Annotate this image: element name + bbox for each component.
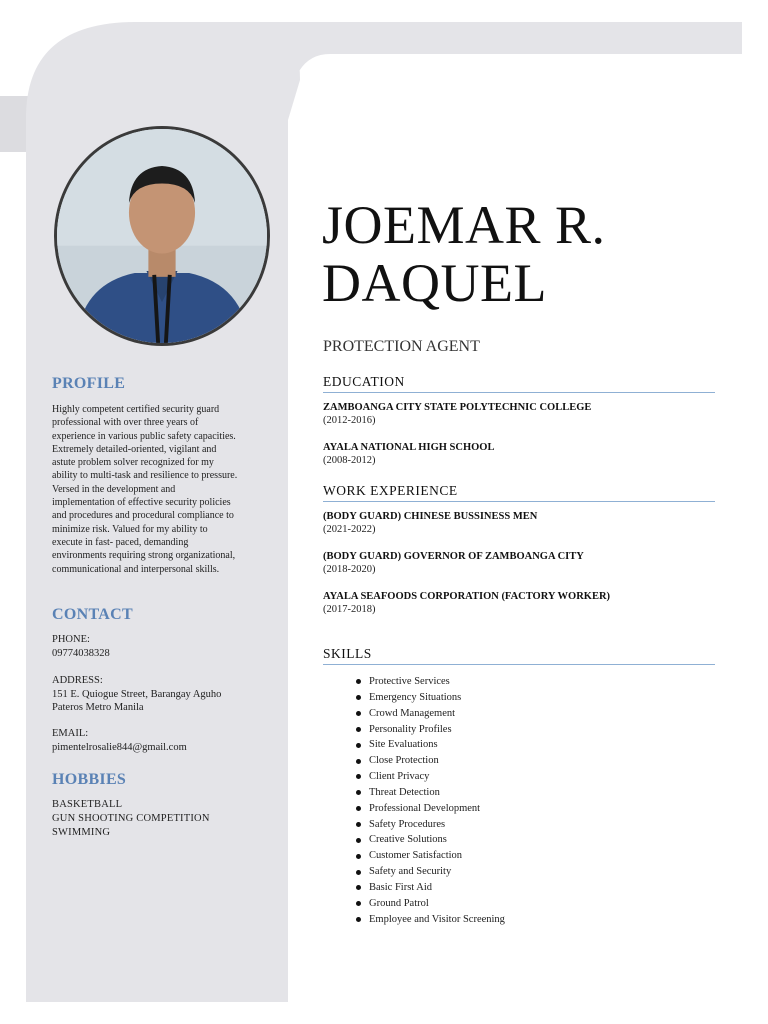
profile-line: implementation of effective security policies	[52, 497, 231, 509]
profile-photo	[54, 126, 270, 346]
skill-item: Personality Profiles	[356, 722, 505, 738]
phone-label: PHONE:	[52, 634, 90, 645]
skill-item: Crowd Management	[356, 706, 505, 722]
job-years: (2018-2020)	[323, 564, 376, 575]
hobby-item: GUN SHOOTING COMPETITION	[52, 813, 210, 824]
email-label: EMAIL:	[52, 728, 89, 739]
bullet-icon	[356, 806, 361, 811]
bullet-icon	[356, 774, 361, 779]
education-entry	[323, 441, 723, 467]
address-label: ADDRESS:	[52, 675, 103, 686]
profile-line: experience in various public safety capacities.	[52, 430, 236, 442]
skill-item: Safety and Security	[356, 864, 505, 880]
job-years: (2021-2022)	[323, 524, 376, 535]
job-role: (BODY GUARD) CHINESE BUSSINESS MEN	[323, 511, 538, 522]
skill-item: Employee and Visitor Screening	[356, 912, 505, 928]
skill-item: Client Privacy	[356, 769, 505, 785]
skill-item: Safety Procedures	[356, 817, 505, 833]
profile-line: communicational and interpersonal skills.	[52, 563, 220, 575]
bullet-icon	[356, 901, 361, 906]
phone-value: 09774038328	[52, 648, 110, 659]
skill-item: Close Protection	[356, 753, 505, 769]
bullet-icon	[356, 695, 361, 700]
email-value: pimentelrosalie844@gmail.com	[52, 742, 187, 753]
bullet-icon	[356, 790, 361, 795]
bullet-icon	[356, 854, 361, 859]
skill-item: Customer Satisfaction	[356, 848, 505, 864]
skill-item: Protective Services	[356, 674, 505, 690]
bullet-icon	[356, 711, 361, 716]
job-role: AYALA SEAFOODS CORPORATION (FACTORY WORKER)	[323, 591, 611, 602]
bullet-icon	[356, 759, 361, 764]
work-heading: WORK EXPERIENCE	[323, 483, 715, 502]
bullet-icon	[356, 727, 361, 732]
profile-line: professional with over three years of	[52, 417, 199, 429]
education-heading: EDUCATION	[323, 374, 715, 393]
profile-line: astute problem solver recognized for my	[52, 457, 214, 469]
school-name: ZAMBOANGA CITY STATE POLYTECHNIC COLLEGE	[323, 402, 592, 413]
bullet-icon	[356, 679, 361, 684]
school-name: AYALA NATIONAL HIGH SCHOOL	[323, 442, 495, 453]
profile-line: minimize risk. Valued for my ability to	[52, 523, 208, 535]
work-entry	[323, 550, 723, 576]
hobby-item: BASKETBALL	[52, 799, 123, 810]
name-line-2: DAQUEL	[322, 253, 547, 313]
profile-heading: PROFILE	[52, 375, 126, 392]
skills-list	[356, 674, 505, 928]
bullet-icon	[356, 870, 361, 875]
candidate-name	[322, 196, 606, 312]
profile-line: Versed in the development and	[52, 483, 176, 495]
left-accent-strip	[0, 96, 30, 152]
work-entry	[323, 510, 723, 536]
address-line-1: 151 E. Quiogue Street, Barangay Aguho	[52, 689, 222, 700]
bullet-icon	[356, 743, 361, 748]
skill-item: Site Evaluations	[356, 737, 505, 753]
school-years: (2008-2012)	[323, 455, 376, 466]
skill-item: Basic First Aid	[356, 880, 505, 896]
profile-line: ability to multi-task and resilience to pressure.	[52, 470, 238, 482]
hobby-item: SWIMMING	[52, 827, 111, 838]
profile-summary	[52, 403, 267, 576]
name-line-1: JOEMAR R.	[322, 195, 606, 255]
skill-item: Threat Detection	[356, 785, 505, 801]
school-years: (2012-2016)	[323, 415, 376, 426]
contact-heading: CONTACT	[52, 606, 133, 623]
skill-item: Emergency Situations	[356, 690, 505, 706]
address-line-2: Pateros Metro Manila	[52, 702, 144, 713]
bullet-icon	[356, 885, 361, 890]
job-years: (2017-2018)	[323, 604, 376, 615]
skills-heading: SKILLS	[323, 646, 715, 665]
profile-line: environments requiring strong organizational,	[52, 550, 236, 562]
job-role: (BODY GUARD) GOVERNOR OF ZAMBOANGA CITY	[323, 551, 584, 562]
job-title: PROTECTION AGENT	[323, 338, 480, 355]
skill-item: Creative Solutions	[356, 832, 505, 848]
skill-item: Professional Development	[356, 801, 505, 817]
hobbies-heading: HOBBIES	[52, 771, 127, 788]
hobbies-list	[52, 798, 210, 840]
portrait-image	[57, 129, 267, 343]
profile-line: and procedures and procedural compliance to	[52, 510, 234, 522]
profile-line: Highly competent certified security guard	[52, 404, 220, 415]
work-entry	[323, 590, 723, 616]
skill-item: Ground Patrol	[356, 896, 505, 912]
education-entry	[323, 401, 723, 427]
profile-line: Extremely detailed-oriented, vigilant and	[52, 443, 217, 455]
bullet-icon	[356, 917, 361, 922]
bullet-icon	[356, 838, 361, 843]
bullet-icon	[356, 822, 361, 827]
profile-line: execute in fast- paced, demanding	[52, 536, 189, 548]
